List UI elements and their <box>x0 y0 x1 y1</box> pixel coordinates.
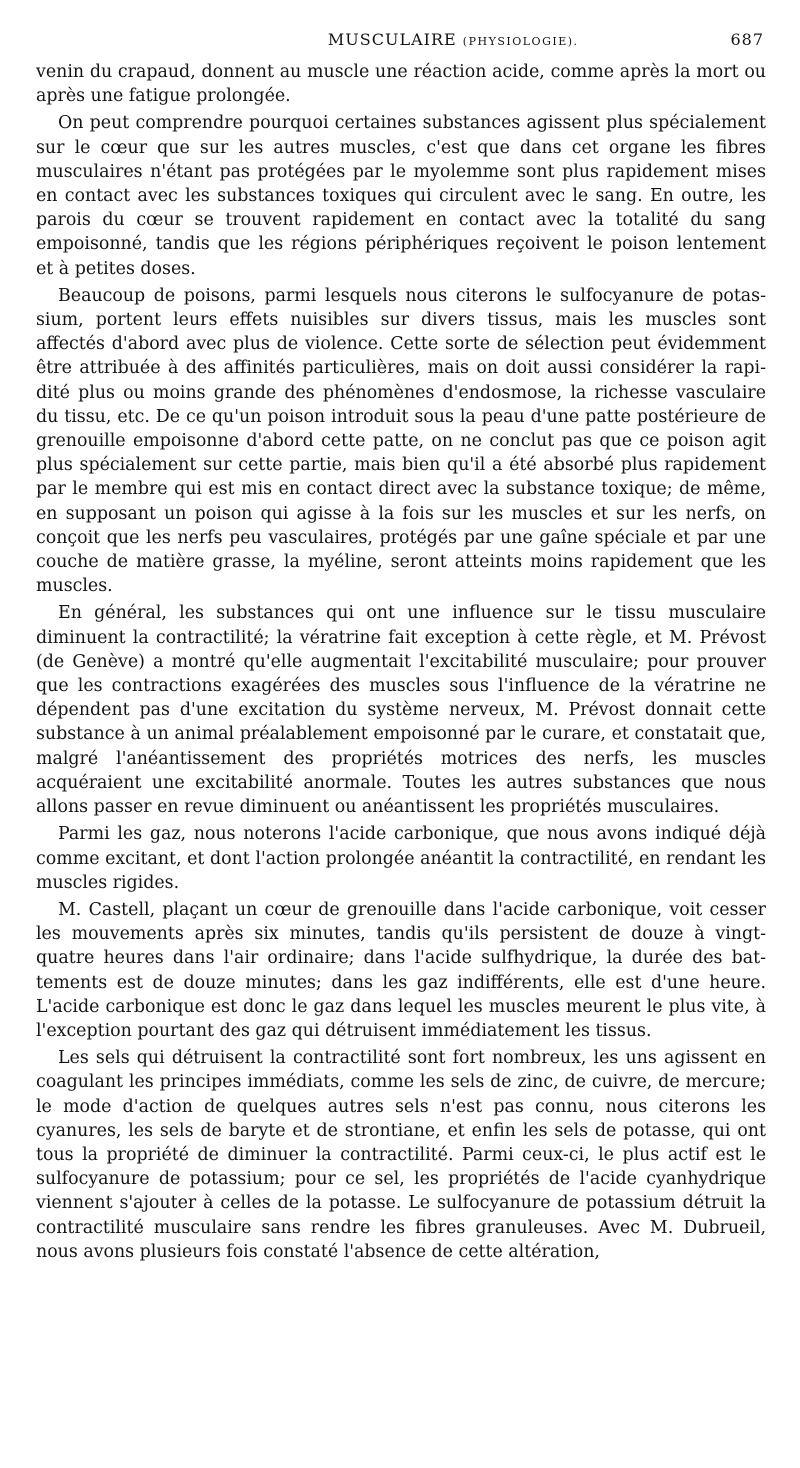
paragraph-3: Beaucoup de poisons, parmi lesquels nous citerons le sulfocyanure de potassium, portent leurs effets nuisibles sur divers tissus, mais les muscles sont affectés d'abord avec plus de violence. Cette sorte de sélection peut évidemment être attribuée à des affinités particulières, mais on doit aussi considérer la rapidité plus ou moins grande des phénomènes d'endosmose, la richesse vasculaire du tissu, etc. De ce qu'un poison introduit sous la peau d'une patte postérieure de grenouille empoisonne d'abord cette patte, on ne conclut pas que ce poison agit plus spécialement sur cette partie, mais bien qu'il a été absorbé plus rapidement par le membre qui est mis en contact direct avec la substance toxique; de même, en supposant un poison qui agisse à la fois sur les muscles et sur les nerfs, on conçoit que les nerfs peu vasculaires, protégés par une gaîne spéciale et par une couche de matière grasse, la myéline, seront atteints moins rapidement que les muscles. <box>36 285 766 597</box>
running-title-subtitle: (PHYSIOLOGIE). <box>462 35 579 48</box>
paragraph-5: Parmi les gaz, nous noterons l'acide carbonique, que nous avons indiqué déjà comme excitant, et dont l'action prolongée anéantit la contractilité, en rendant les muscles rigides. <box>36 824 766 893</box>
page-number: 687 <box>730 30 764 49</box>
paragraph-4: En général, les substances qui ont une influence sur le tissu musculaire diminuent la contractilité; la vératrine fait exception à cette règle, et M. Prévost (de Genève) a montré qu'elle augmentait l'excitabilité musculaire; pour prouver que les contractions exagérées des muscles sous l'influence de la vératrine ne dépendent pas d'une excitation du système nerveux, M. Prévost donnait cette substance à un animal préalablement empoisonné par le curare, et constatait que, malgré l'anéantissement des propriétés motrices des nerfs, les muscles acquéraient une excitabilité anormale. Toutes les autres substances que nous allons passer en revue diminuent ou anéantissent les propriétés musculaires. <box>36 603 766 818</box>
paragraph-7: Les sels qui détruisent la contractilité sont fort nombreux, les uns agissent en coagulant les principes immédiats, comme les sels de zinc, de cuivre, de mercure; le mode d'action de quelques autres sels n'est pas connu, nous citerons les cyanures, les sels de baryte et de strontiane, et enfin les sels de potasse, qui ont tous la propriété de diminuer la contractilité. Parmi ceux-ci, le plus actif est le sulfocyanure de potassium; pour ce sel, les propriétés de l'acide cyanhydrique viennent s'ajouter à celles de la potasse. Le sulfocyanure de potassium détruit la contractilité musculaire sans rendre les fibres granuleuses. Avec M. Dubrueil, nous avons plusieurs fois constaté l'absence de cette altération, <box>36 1048 766 1262</box>
paragraph-2: On peut comprendre pourquoi certaines substances agissent plus spécialement sur le cœur que sur les autres muscles, c'est que dans cet organe les fibres musculaires n'étant pas protégées par le myolemme sont plus rapidement mises en contact avec les substances toxiques qui circulent avec le sang. En outre, les parois du cœur se trouvent rapidement en contact avec la totalité du sang empoisonné, tandis que les régions périphériques reçoivent le poison lentement et à petites doses. <box>36 113 766 279</box>
paragraph-1: venin du crapaud, donnent au muscle une réaction acide, comme après la mort ou après une fatigue prolongée. <box>36 62 766 107</box>
running-title-main: MUSCULAIRE <box>327 30 457 49</box>
running-title <box>36 30 730 49</box>
paragraph-6: M. Castell, plaçant un cœur de grenouille dans l'acide carbonique, voit cesser les mouvements après six minutes, tandis qu'ils persistent de douze à vingt-quatre heures dans l'air ordinaire; dans l'acide sulfhydrique, la durée des battements est de douze minutes; dans les gaz indifférents, elle est d'une heure. L'acide carbonique est donc le gaz dans lequel les muscles meurent le plus vite, à l'exception pourtant des gaz qui détruisent immédiatement les tissus. <box>36 899 766 1041</box>
body-text <box>36 60 766 1264</box>
running-head <box>36 30 766 54</box>
